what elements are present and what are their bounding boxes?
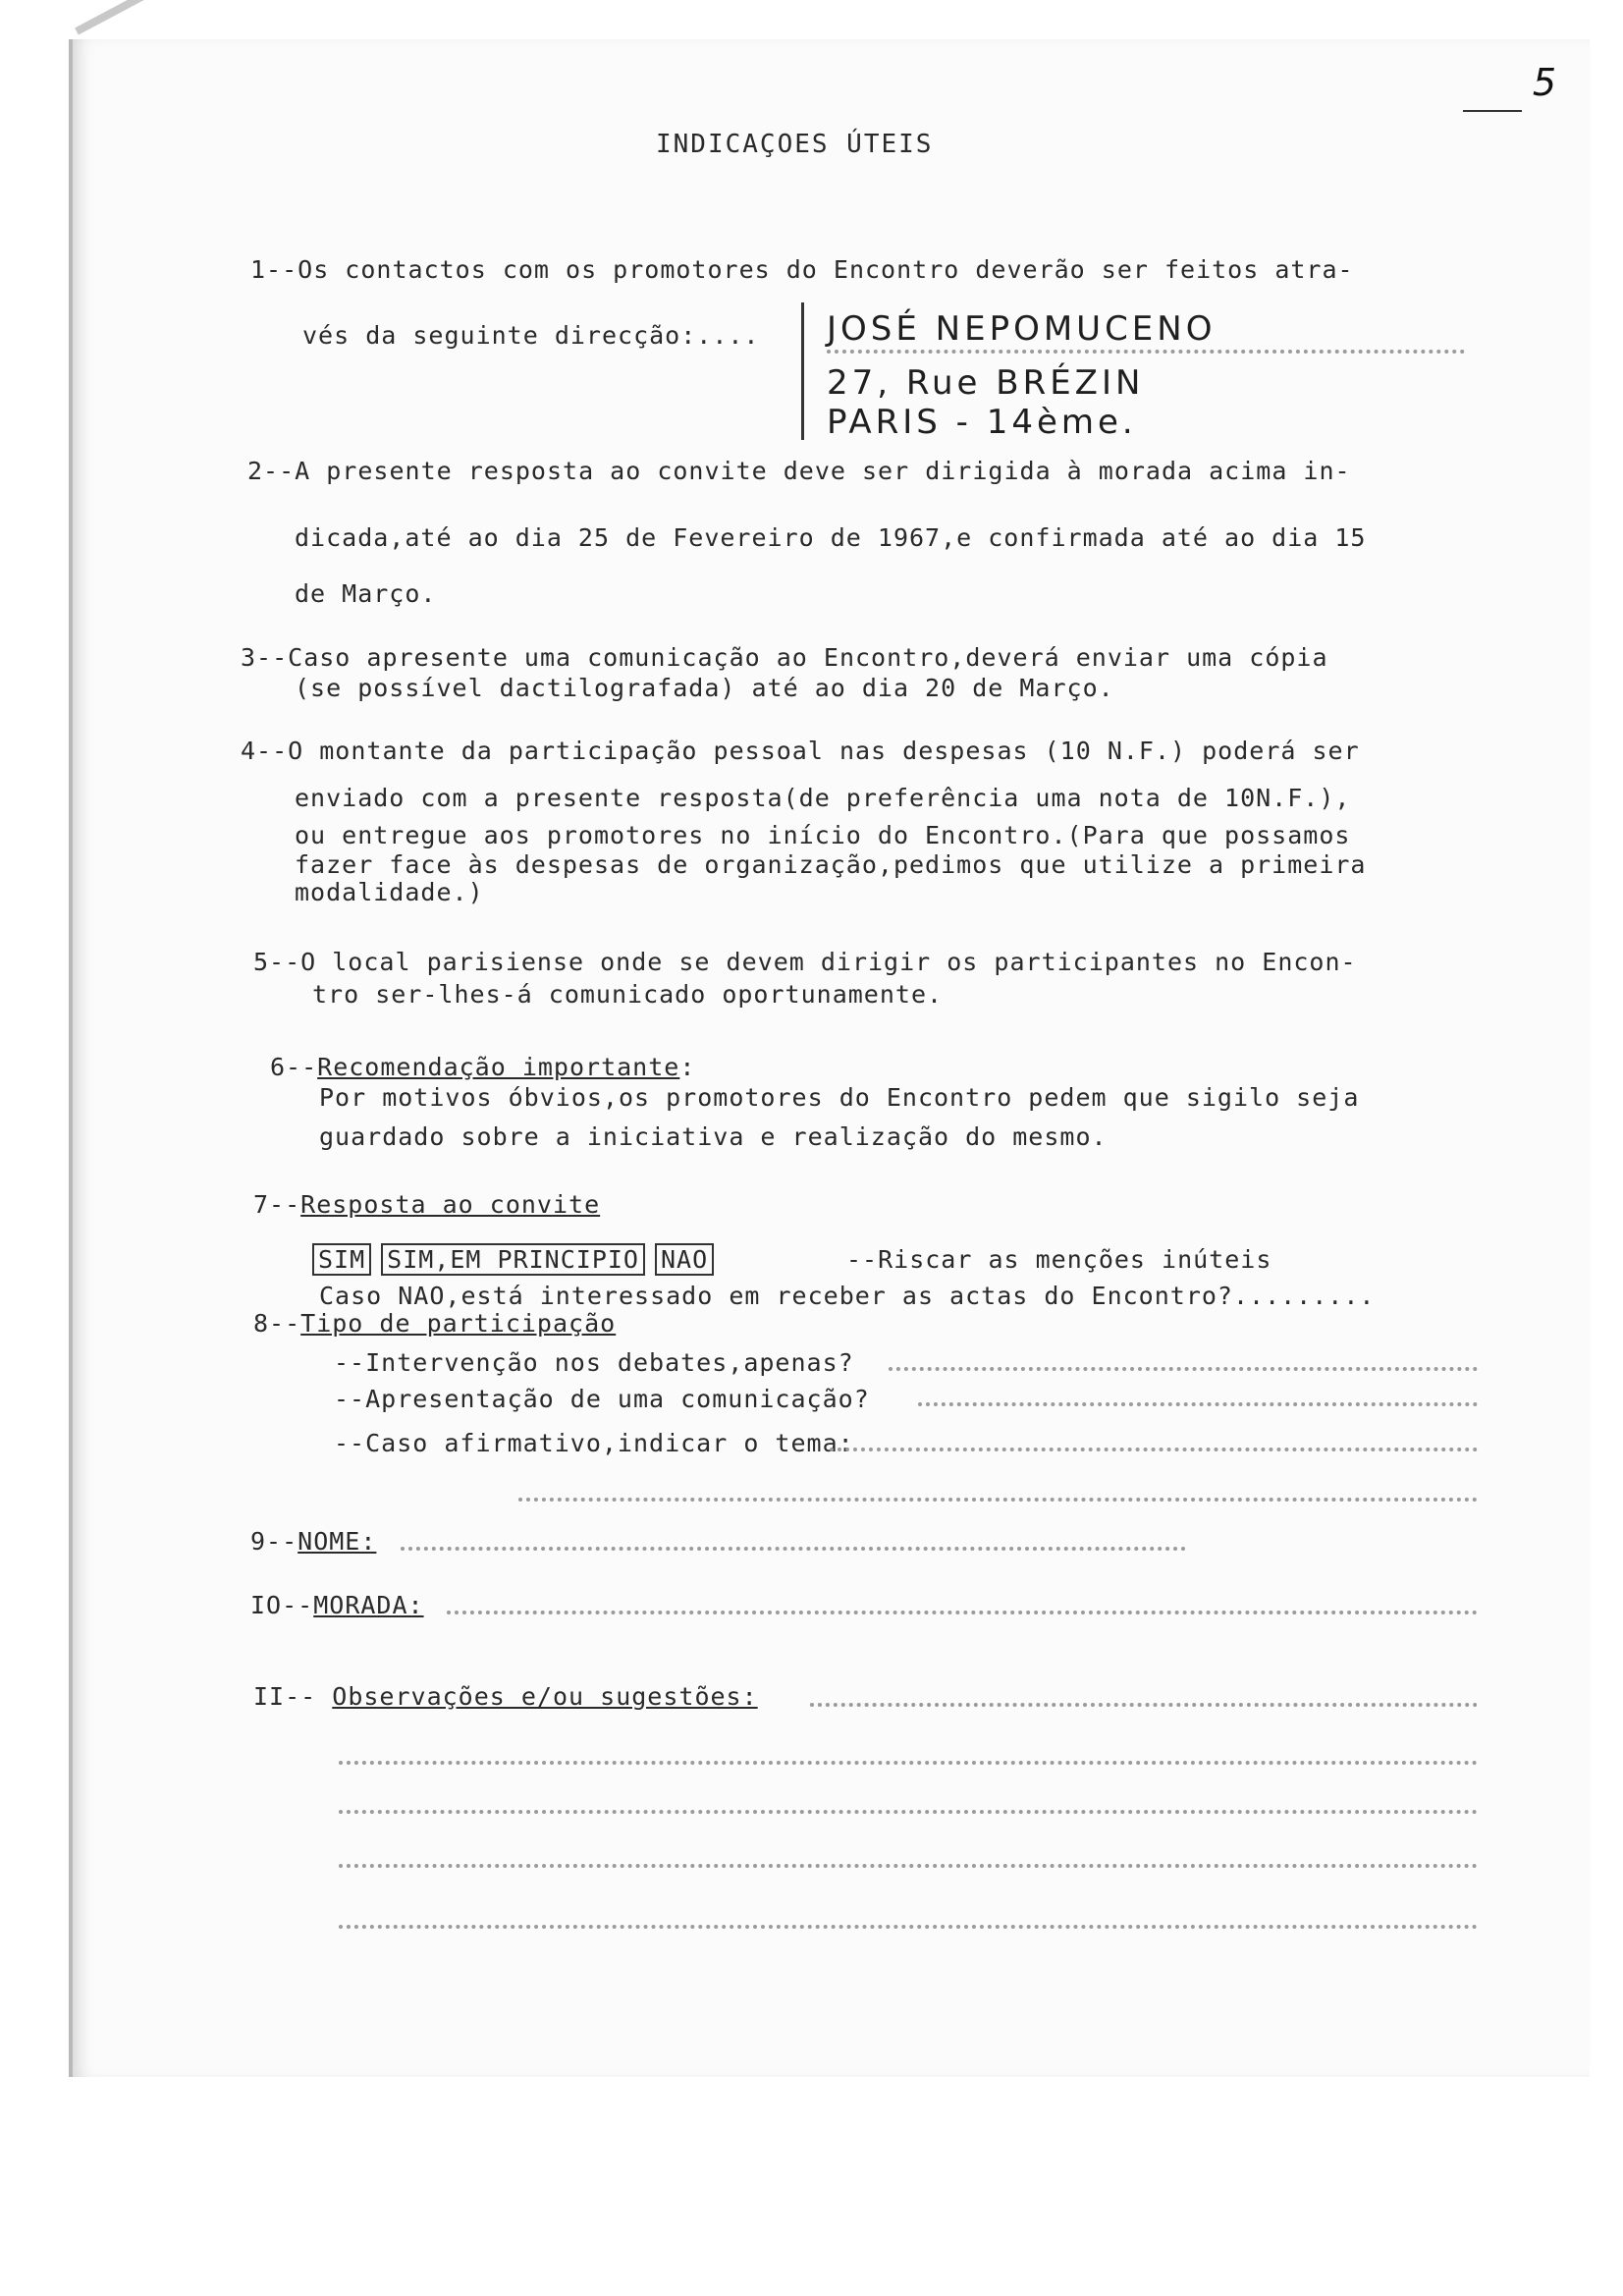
page-number-underline <box>1463 110 1522 112</box>
item-7-note: --Riscar as menções inúteis <box>846 1245 1272 1274</box>
item-1-line-2: vés da seguinte direcção:.... <box>302 321 760 350</box>
observacoes-line-2-dots[interactable] <box>339 1761 1478 1765</box>
item-4-line-2: enviado com a presente resposta(de preferência uma nota de 10N.F.), <box>295 784 1351 812</box>
option-nao[interactable]: NAO <box>655 1243 714 1276</box>
item-8-theme-dots[interactable] <box>518 1498 1478 1502</box>
item-7-heading <box>253 1190 600 1219</box>
item-8-line-1-dots[interactable] <box>889 1367 1478 1371</box>
observacoes-line-1-dots[interactable] <box>810 1703 1478 1707</box>
item-8-line-2: --Apresentação de uma comunicação? <box>334 1385 870 1413</box>
item-2-line-2: dicada,até ao dia 25 de Fevereiro de 1967,e confirmada até ao dia 15 <box>295 523 1367 552</box>
item-8-prefix: 8-- <box>253 1309 301 1338</box>
item-6-prefix: 6-- <box>270 1053 318 1081</box>
item-9-label: NOME: <box>298 1527 377 1556</box>
address-name: JOSÉ NEPOMUCENO <box>827 309 1217 349</box>
item-9-prefix: 9-- <box>250 1527 298 1556</box>
item-10 <box>250 1591 424 1619</box>
item-10-label: MORADA: <box>313 1591 424 1619</box>
item-4-line-4: fazer face às despesas de organização,pedimos que utilize a primeira <box>295 850 1367 879</box>
response-options <box>312 1245 724 1274</box>
item-5-line-1: 5--O local parisiense onde se devem dirigir os participantes no Encon- <box>253 948 1357 976</box>
morada-field-dots[interactable] <box>447 1611 1478 1614</box>
item-4-line-5: modalidade.) <box>295 878 484 906</box>
item-8-line-3-dots[interactable] <box>830 1448 1478 1451</box>
item-3-line-2: (se possível dactilografada) até ao dia 20 de Março. <box>295 674 1114 702</box>
observacoes-line-5-dots[interactable] <box>339 1925 1478 1929</box>
item-9 <box>250 1527 376 1556</box>
option-sim-em-principio[interactable]: SIM,EM PRINCIPIO <box>381 1243 645 1276</box>
page-number: 5 <box>1532 61 1556 104</box>
item-5-line-2: tro ser-lhes-á comunicado oportunamente. <box>312 980 944 1009</box>
item-8-heading <box>253 1309 616 1338</box>
address-street: 27, Rue BRÉZIN <box>827 363 1145 403</box>
address-bracket <box>801 302 804 440</box>
item-7-heading-text: Resposta ao convite <box>300 1190 601 1219</box>
item-10-prefix: IO-- <box>250 1591 314 1619</box>
item-8-heading-text: Tipo de participação <box>300 1309 617 1338</box>
observacoes-line-4-dots[interactable] <box>339 1864 1478 1868</box>
item-11 <box>253 1682 758 1711</box>
page-fold-mark <box>75 0 156 35</box>
item-4-line-1: 4--O montante da participação pessoal nas despesas (10 N.F.) poderá ser <box>241 737 1360 765</box>
item-11-prefix: II-- <box>253 1682 333 1711</box>
item-6-line-1: Por motivos óbvios,os promotores do Encontro pedem que sigilo seja <box>319 1083 1360 1112</box>
item-3-line-1: 3--Caso apresente uma comunicação ao Encontro,deverá enviar uma cópia <box>241 643 1328 672</box>
option-sim[interactable]: SIM <box>312 1243 371 1276</box>
item-8-line-3: --Caso afirmativo,indicar o tema: <box>334 1429 854 1457</box>
nome-field-dots[interactable] <box>401 1547 1186 1551</box>
item-2-line-1: 2--A presente resposta ao convite deve ser dirigida à morada acima in- <box>247 457 1351 485</box>
item-7-prefix: 7-- <box>253 1190 301 1219</box>
address-city: PARIS - 14ème. <box>827 403 1137 442</box>
item-8-line-1: --Intervenção nos debates,apenas? <box>334 1348 854 1377</box>
item-11-label: Observações e/ou sugestões: <box>332 1682 758 1711</box>
item-6-line-2: guardado sobre a iniciativa e realização do mesmo. <box>319 1122 1108 1151</box>
item-6-heading-text: Recomendação importante <box>317 1053 680 1081</box>
item-6-heading: 6--Recomendação importante: <box>270 1053 696 1081</box>
observacoes-line-3-dots[interactable] <box>339 1810 1478 1814</box>
item-8-line-2-dots[interactable] <box>918 1402 1478 1406</box>
item-2-line-3: de Março. <box>295 579 437 608</box>
page-title: INDICAÇOES ÚTEIS <box>656 130 934 159</box>
item-4-line-3: ou entregue aos promotores no início do Encontro.(Para que possamos <box>295 821 1351 849</box>
item-1-line-1: 1--Os contactos com os promotores do Encontro deverão ser feitos atra- <box>250 255 1354 284</box>
address-dotted-line <box>827 350 1465 354</box>
item-7-question: Caso NAO,está interessado em receber as actas do Encontro?......... <box>319 1282 1376 1310</box>
